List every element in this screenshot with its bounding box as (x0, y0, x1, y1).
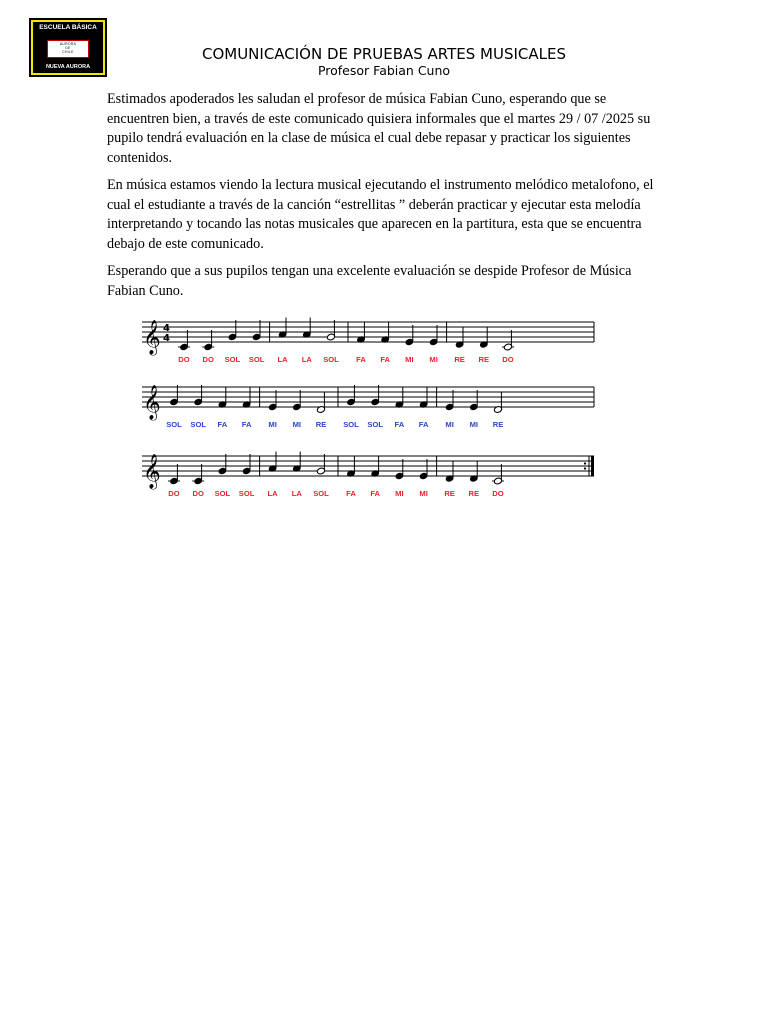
note-label: RE (468, 489, 480, 498)
note-label: DO (178, 355, 190, 364)
treble-clef-icon: 𝄞 (143, 320, 161, 355)
note-label: SOL (238, 489, 255, 498)
treble-clef-icon: 𝄞 (143, 385, 161, 420)
note-label: SOL (190, 420, 207, 429)
note-label: RE (454, 355, 465, 364)
note-label: FA (346, 489, 356, 498)
note-label: SOL (224, 355, 241, 364)
note-label: MI (469, 420, 479, 429)
letter-body (107, 90, 667, 309)
paragraph: Estimados apoderados les saludan el profesor de música Fabian Cuno, esperando que se encuentren bien, a través de este comunicado quisiera informales que el martes 29 / 07 /2025 su pupilo tendrá evaluación en la clase de música el cual debe repasar y practicar los siguientes contenidos. (107, 91, 651, 166)
note-label: FA (380, 355, 391, 364)
note-label: FA (241, 420, 252, 429)
repeat-dot (584, 462, 586, 464)
music-score (138, 310, 598, 510)
note-label: MI (429, 355, 438, 364)
note-label: MI (445, 420, 454, 429)
note-label: FA (217, 420, 228, 429)
note-label: SOL (313, 489, 329, 498)
treble-clef-icon: 𝄞 (143, 454, 161, 489)
note-label: DO (492, 489, 504, 498)
note-label: SOL (166, 420, 182, 429)
note-label: RE (492, 420, 504, 429)
logo-top-text: ESCUELA BÁSICA (39, 24, 97, 31)
final-bar-thick (591, 456, 594, 476)
time-signature-top: 4 (163, 323, 170, 334)
note-label: DO (192, 489, 204, 498)
document-subtitle: Profesor Fabian Cuno (317, 63, 451, 78)
note-label: FA (356, 355, 366, 364)
repeat-dot (584, 467, 586, 469)
note-label: MI (419, 489, 428, 498)
paragraph: En música estamos viendo la lectura musical ejecutando el instrumento melódico metalofono, el cual el estudiante a través de la canción “estrellitas ” deberán practicar y ejecutar esta melodía interpretando y tocando las notas musicales que aparecen en la partitura, esta que se encuentra debajo de este comunicado. (107, 177, 654, 252)
note-label: LA (291, 489, 302, 498)
note-label: DO (202, 355, 214, 364)
note-label: SOL (343, 420, 359, 429)
time-signature-bottom: 4 (163, 333, 170, 344)
note-label: SOL (323, 355, 339, 364)
logo-book-line: AURORA (59, 42, 77, 47)
note-label: FA (394, 420, 405, 429)
note-label: LA (301, 355, 312, 364)
logo-book-line: CHILE (62, 49, 74, 54)
note-label: MI (292, 420, 302, 429)
note-label: SOL (367, 420, 384, 429)
note-label: FA (418, 420, 429, 429)
note-label: FA (370, 489, 381, 498)
note-label: MI (405, 355, 414, 364)
note-label: RE (478, 355, 490, 364)
note-label: MI (395, 489, 404, 498)
document-title: COMUNICACIÓN DE PRUEBAS ARTES MUSICALES (201, 45, 567, 63)
note-label: DO (502, 355, 514, 364)
note-label: SOL (214, 489, 231, 498)
note-label: SOL (248, 355, 265, 364)
note-label: LA (267, 489, 278, 498)
logo-bottom-text: NUEVA AURORA (45, 63, 91, 70)
note-label: MI (268, 420, 277, 429)
paragraph: Esperando que a sus pupilos tengan una excelente evaluación se despide Profesor de Música Fabian Cuno. (107, 263, 632, 299)
note-label: LA (277, 355, 288, 364)
note-label: RE (444, 489, 455, 498)
logo-book-line: DE (65, 46, 71, 51)
note-label: RE (315, 420, 327, 429)
note-label: DO (168, 489, 180, 498)
